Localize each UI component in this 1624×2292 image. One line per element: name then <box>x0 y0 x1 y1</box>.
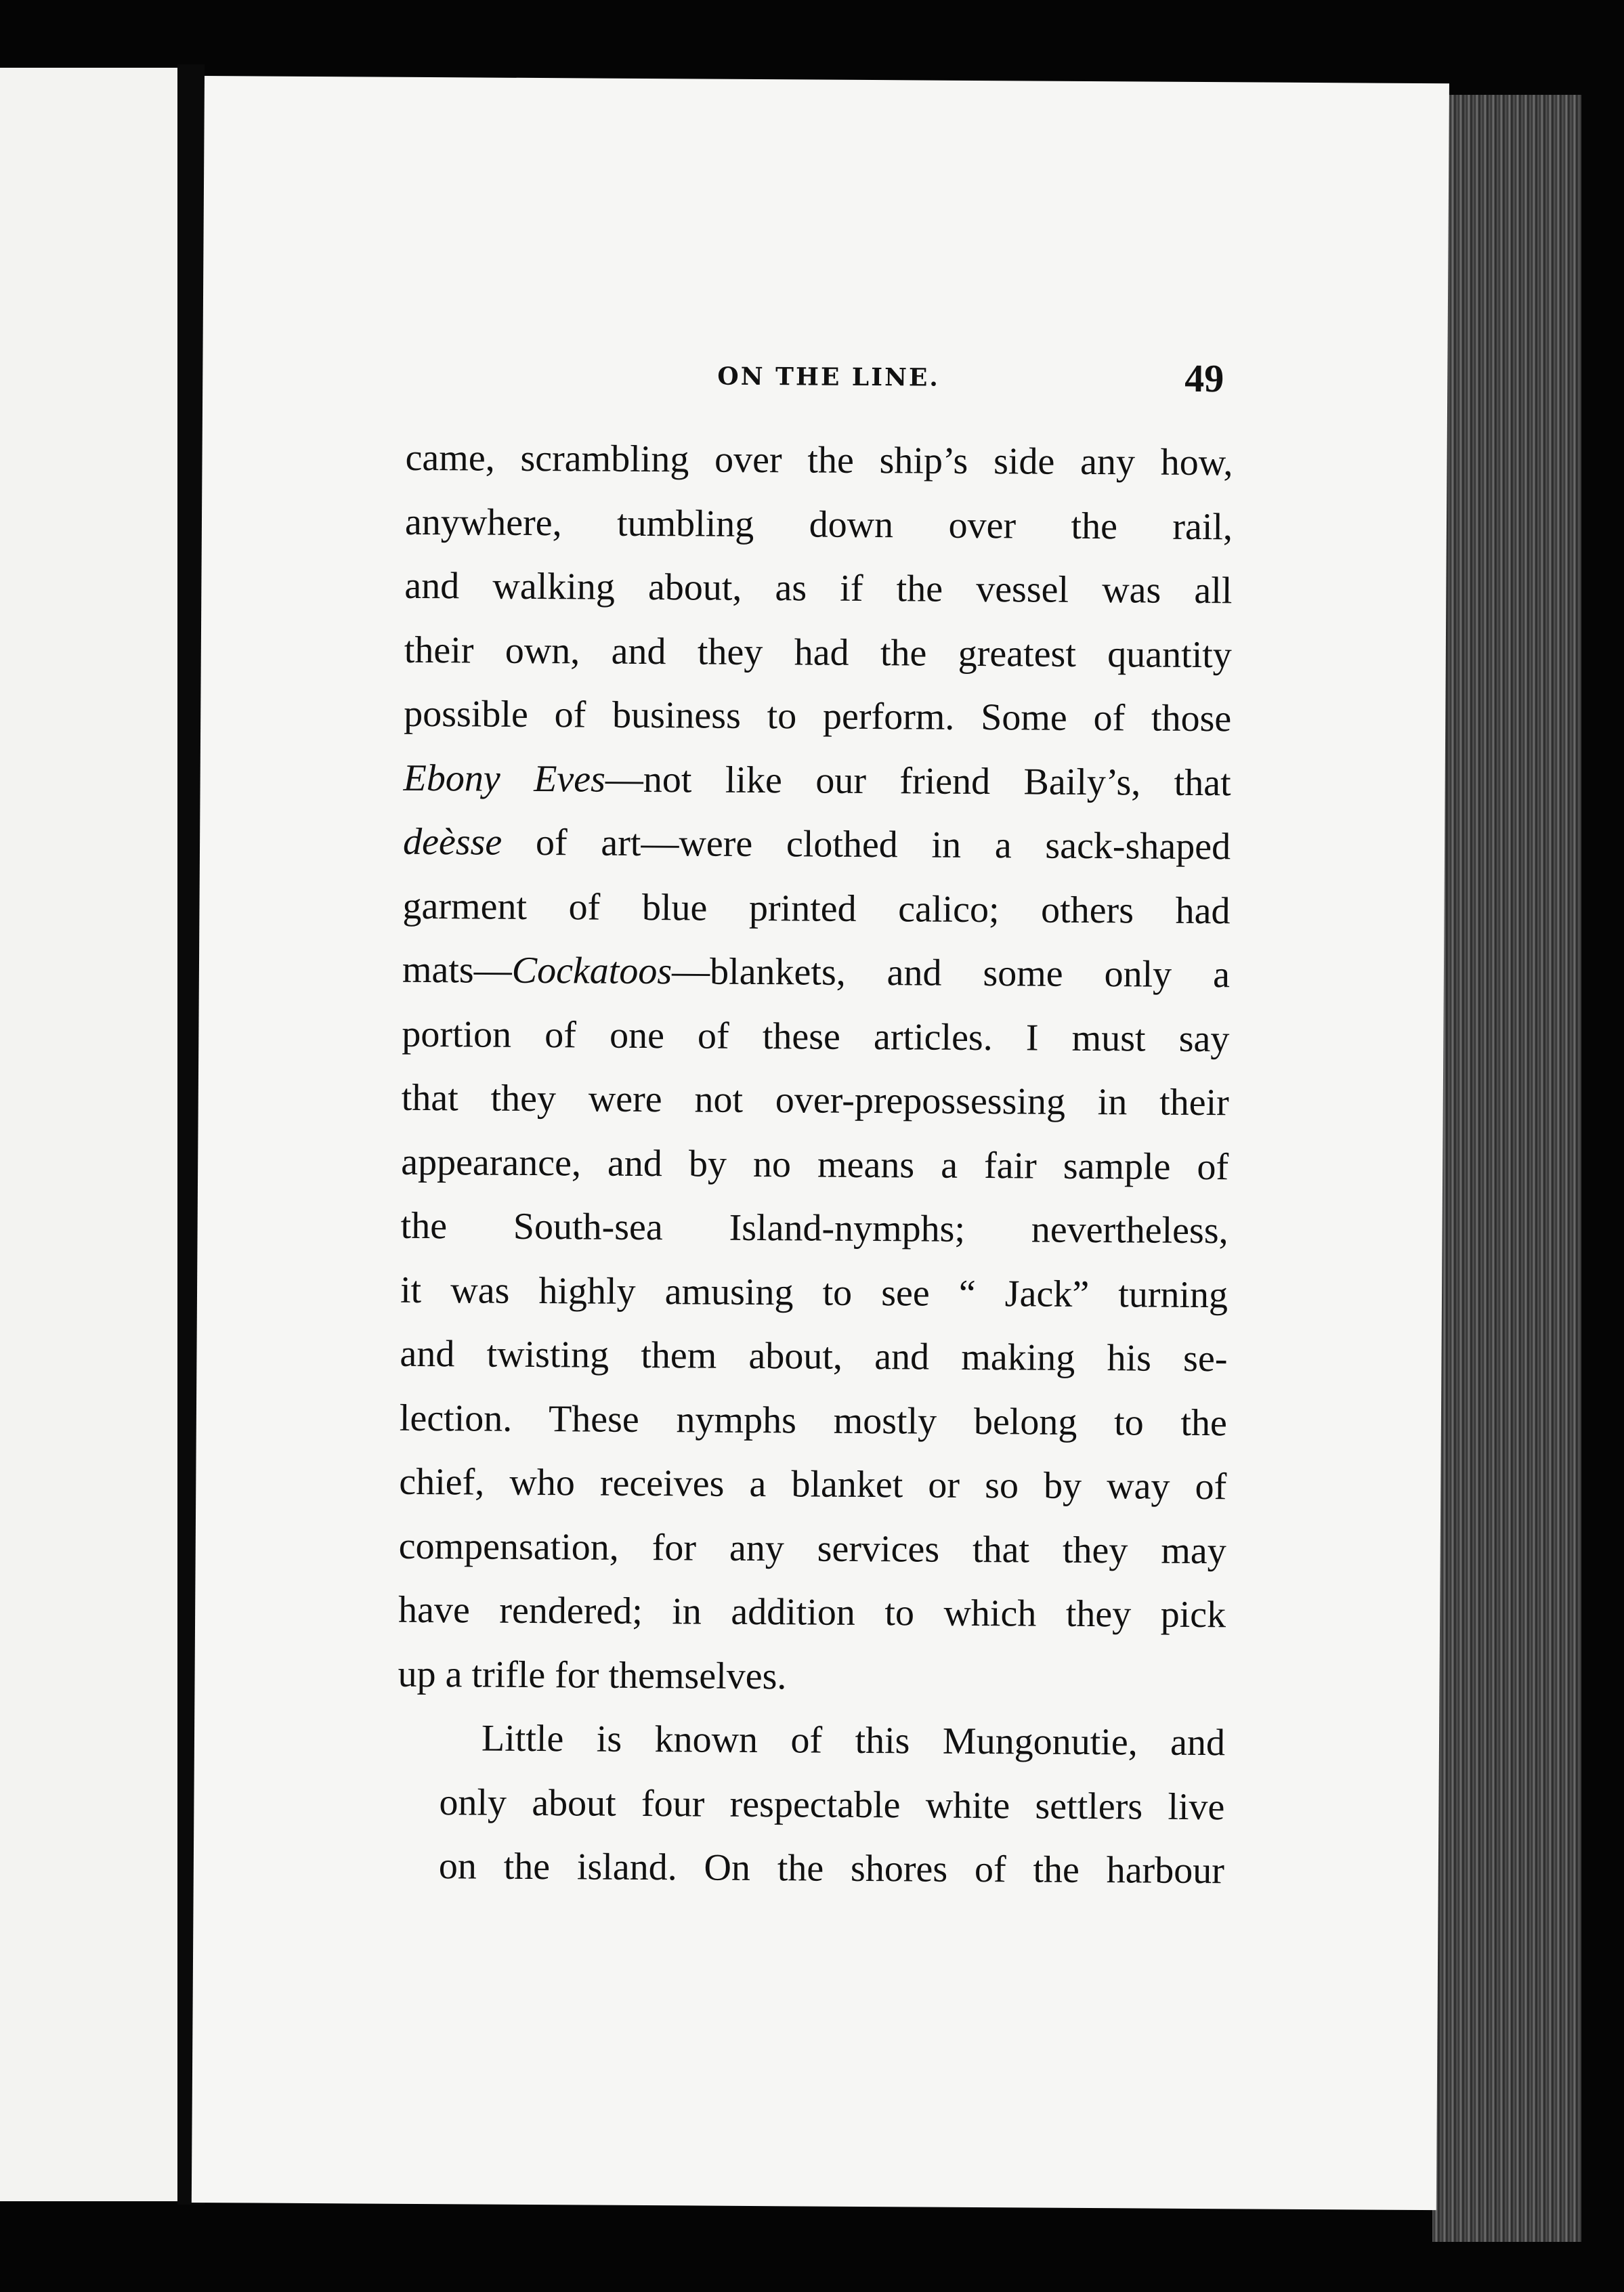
text-segment: of art—were clothed in a sack-shaped <box>502 821 1231 868</box>
text-line: lection. These nymphs mostly belong to the <box>399 1397 1228 1444</box>
text-segment: —blankets, and some only a <box>671 950 1231 996</box>
text-line: on the island. On the shores of the harbour <box>438 1845 1225 1892</box>
text-line: anywhere, tumbling down over the rail, <box>404 501 1233 548</box>
text-line: compensation, for any services that they may <box>398 1525 1226 1572</box>
page-block-edge <box>1432 95 1581 2242</box>
text-line: have rendered; in addition to which they pick <box>398 1588 1226 1636</box>
text-line: came, scrambling over the ship’s side any how, <box>405 436 1233 484</box>
paragraph <box>398 426 1233 1711</box>
running-head-title: ON THE LINE. <box>717 362 941 392</box>
text-line: appearance, and by no means a fair sample of <box>401 1141 1229 1188</box>
body-text <box>397 426 1233 1903</box>
text-line: and twisting them about, and making his se- <box>400 1332 1228 1380</box>
text-line: and walking about, as if the vessel was all <box>404 564 1233 612</box>
text-line: the South-sea Island-nymphs; nevertheless, <box>400 1204 1228 1252</box>
text-line: portion of one of these articles. I must say <box>402 1013 1230 1060</box>
running-head <box>202 356 1447 421</box>
text-segment: mats— <box>402 948 512 992</box>
text-line: garment of blue printed calico; others had <box>402 885 1231 932</box>
page-number: 49 <box>1184 356 1224 401</box>
italic-phrase: Cockatoos <box>511 949 672 993</box>
facing-page-fragment <box>0 68 177 2201</box>
text-line <box>403 810 1231 879</box>
italic-phrase: deèsse <box>402 820 503 864</box>
text-line: Little is known of this Mungonutie, and <box>481 1717 1226 1764</box>
text-line: only about four respectable white settlers live <box>439 1781 1225 1828</box>
text-line: up a trifle for themselves. <box>398 1653 787 1697</box>
paragraph <box>397 1706 1226 1903</box>
text-line <box>403 746 1231 815</box>
text-line: chief, who receives a blanket or so by way of <box>399 1460 1227 1508</box>
book-page <box>192 76 1449 2210</box>
text-line <box>402 938 1231 1007</box>
italic-phrase: Ebony Eves <box>403 757 606 801</box>
text-line: that they were not over-prepossessing in their <box>401 1076 1229 1124</box>
text-line: their own, and they had the greatest quantity <box>404 629 1232 676</box>
text-segment: —not like our friend Baily’s, that <box>605 758 1231 804</box>
text-line: possible of business to perform. Some of those <box>404 692 1232 740</box>
text-line: it was highly amusing to see “ Jack” turning <box>400 1269 1228 1316</box>
